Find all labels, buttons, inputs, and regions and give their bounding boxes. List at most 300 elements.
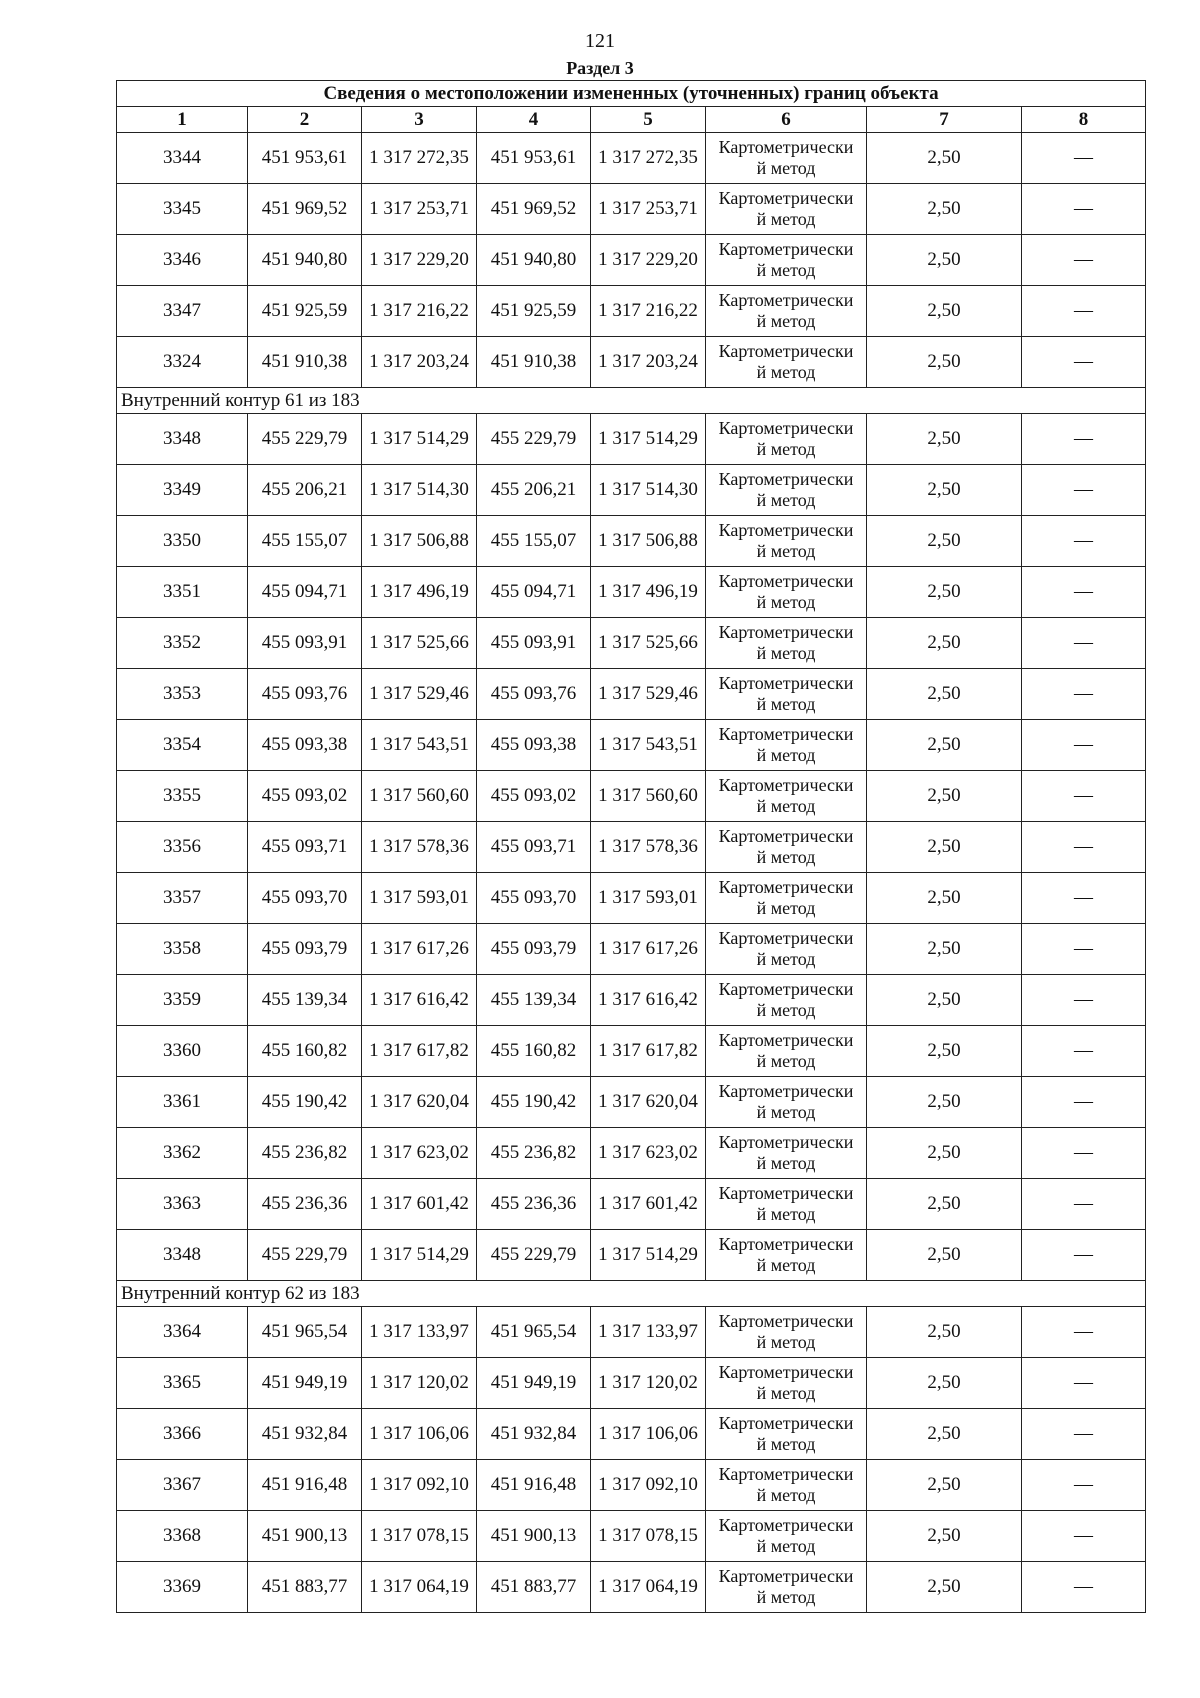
coord-x-new: 455 236,82 bbox=[477, 1128, 591, 1179]
empty-mark: — bbox=[1022, 567, 1146, 618]
coord-x-new: 451 953,61 bbox=[477, 133, 591, 184]
coord-y-old: 1 317 506,88 bbox=[362, 516, 477, 567]
method-line: й метод bbox=[756, 694, 816, 714]
point-id: 3350 bbox=[117, 516, 248, 567]
coord-y-old: 1 317 560,60 bbox=[362, 771, 477, 822]
method-line: Картометрически bbox=[718, 418, 854, 438]
coord-y-new: 1 317 623,02 bbox=[591, 1128, 706, 1179]
table-row bbox=[117, 286, 1146, 337]
empty-mark: — bbox=[1022, 133, 1146, 184]
column-number: 6 bbox=[706, 107, 867, 133]
coord-x-new: 455 160,82 bbox=[477, 1026, 591, 1077]
coord-y-old: 1 317 064,19 bbox=[362, 1562, 477, 1613]
coord-y-old: 1 317 593,01 bbox=[362, 873, 477, 924]
method-line: й метод bbox=[756, 311, 816, 331]
empty-mark: — bbox=[1022, 1409, 1146, 1460]
method-line: Картометрически bbox=[718, 1566, 854, 1586]
accuracy: 2,50 bbox=[867, 1358, 1022, 1409]
column-number: 4 bbox=[477, 107, 591, 133]
coord-x-new: 455 139,34 bbox=[477, 975, 591, 1026]
coord-y-new: 1 317 506,88 bbox=[591, 516, 706, 567]
method-line: й метод bbox=[756, 847, 816, 867]
accuracy: 2,50 bbox=[867, 924, 1022, 975]
empty-mark: — bbox=[1022, 337, 1146, 388]
column-number: 3 bbox=[362, 107, 477, 133]
coord-x-new: 455 229,79 bbox=[477, 414, 591, 465]
coord-x-old: 455 093,02 bbox=[248, 771, 362, 822]
method-line: й метод bbox=[756, 209, 816, 229]
empty-mark: — bbox=[1022, 516, 1146, 567]
coord-x-old: 455 093,38 bbox=[248, 720, 362, 771]
coord-y-new: 1 317 617,26 bbox=[591, 924, 706, 975]
coord-y-old: 1 317 578,36 bbox=[362, 822, 477, 873]
coord-x-old: 451 916,48 bbox=[248, 1460, 362, 1511]
method-line: й метод bbox=[756, 1332, 816, 1352]
coord-x-new: 455 190,42 bbox=[477, 1077, 591, 1128]
point-id: 3368 bbox=[117, 1511, 248, 1562]
accuracy: 2,50 bbox=[867, 618, 1022, 669]
coord-x-new: 451 883,77 bbox=[477, 1562, 591, 1613]
method bbox=[706, 924, 867, 975]
accuracy: 2,50 bbox=[867, 669, 1022, 720]
point-id: 3349 bbox=[117, 465, 248, 516]
column-number: 5 bbox=[591, 107, 706, 133]
method bbox=[706, 1026, 867, 1077]
coord-x-old: 451 940,80 bbox=[248, 235, 362, 286]
point-id: 3351 bbox=[117, 567, 248, 618]
point-id: 3353 bbox=[117, 669, 248, 720]
accuracy: 2,50 bbox=[867, 1230, 1022, 1281]
point-id: 3362 bbox=[117, 1128, 248, 1179]
method-line: Картометрически bbox=[718, 1234, 854, 1254]
table-row bbox=[117, 975, 1146, 1026]
method bbox=[706, 618, 867, 669]
method-line: й метод bbox=[756, 1383, 816, 1403]
method bbox=[706, 975, 867, 1026]
method bbox=[706, 235, 867, 286]
coord-x-new: 451 969,52 bbox=[477, 184, 591, 235]
empty-mark: — bbox=[1022, 924, 1146, 975]
table-row bbox=[117, 1460, 1146, 1511]
method bbox=[706, 1128, 867, 1179]
empty-mark: — bbox=[1022, 1128, 1146, 1179]
coord-y-new: 1 317 616,42 bbox=[591, 975, 706, 1026]
method-line: Картометрически bbox=[718, 724, 854, 744]
coord-y-old: 1 317 543,51 bbox=[362, 720, 477, 771]
coord-x-old: 451 965,54 bbox=[248, 1307, 362, 1358]
method bbox=[706, 1358, 867, 1409]
coord-y-old: 1 317 514,29 bbox=[362, 414, 477, 465]
coord-y-old: 1 317 529,46 bbox=[362, 669, 477, 720]
method-line: Картометрически bbox=[718, 520, 854, 540]
method-line: Картометрически bbox=[718, 1362, 854, 1382]
method bbox=[706, 873, 867, 924]
coord-y-new: 1 317 529,46 bbox=[591, 669, 706, 720]
coord-y-new: 1 317 593,01 bbox=[591, 873, 706, 924]
table-row bbox=[117, 1409, 1146, 1460]
method bbox=[706, 465, 867, 516]
method-line: Картометрически bbox=[718, 1515, 854, 1535]
point-id: 3359 bbox=[117, 975, 248, 1026]
empty-mark: — bbox=[1022, 1026, 1146, 1077]
table-row bbox=[117, 1026, 1146, 1077]
accuracy: 2,50 bbox=[867, 873, 1022, 924]
accuracy: 2,50 bbox=[867, 771, 1022, 822]
coord-x-old: 455 139,34 bbox=[248, 975, 362, 1026]
method-line: й метод bbox=[756, 1102, 816, 1122]
method bbox=[706, 1562, 867, 1613]
coord-y-new: 1 317 229,20 bbox=[591, 235, 706, 286]
table-row bbox=[117, 618, 1146, 669]
contour-label: Внутренний контур 61 из 183 bbox=[117, 388, 1146, 414]
point-id: 3354 bbox=[117, 720, 248, 771]
empty-mark: — bbox=[1022, 414, 1146, 465]
point-id: 3367 bbox=[117, 1460, 248, 1511]
accuracy: 2,50 bbox=[867, 235, 1022, 286]
column-number: 2 bbox=[248, 107, 362, 133]
point-id: 3324 bbox=[117, 337, 248, 388]
coord-x-old: 455 236,36 bbox=[248, 1179, 362, 1230]
coord-x-old: 455 190,42 bbox=[248, 1077, 362, 1128]
coord-y-new: 1 317 272,35 bbox=[591, 133, 706, 184]
contour-header-row bbox=[117, 388, 1146, 414]
method-line: й метод bbox=[756, 1536, 816, 1556]
point-id: 3361 bbox=[117, 1077, 248, 1128]
accuracy: 2,50 bbox=[867, 1077, 1022, 1128]
page-number: 121 bbox=[585, 30, 615, 52]
table-row bbox=[117, 669, 1146, 720]
method-line: Картометрически bbox=[718, 979, 854, 999]
coord-x-new: 455 093,70 bbox=[477, 873, 591, 924]
method bbox=[706, 1460, 867, 1511]
point-id: 3347 bbox=[117, 286, 248, 337]
coord-y-old: 1 317 623,02 bbox=[362, 1128, 477, 1179]
point-id: 3356 bbox=[117, 822, 248, 873]
coord-x-new: 455 236,36 bbox=[477, 1179, 591, 1230]
empty-mark: — bbox=[1022, 1179, 1146, 1230]
column-number: 8 bbox=[1022, 107, 1146, 133]
empty-mark: — bbox=[1022, 286, 1146, 337]
coord-y-old: 1 317 229,20 bbox=[362, 235, 477, 286]
empty-mark: — bbox=[1022, 669, 1146, 720]
method-line: й метод bbox=[756, 1153, 816, 1173]
point-id: 3358 bbox=[117, 924, 248, 975]
table-row bbox=[117, 235, 1146, 286]
table-row bbox=[117, 516, 1146, 567]
table-row bbox=[117, 465, 1146, 516]
coord-y-old: 1 317 525,66 bbox=[362, 618, 477, 669]
method-line: Картометрически bbox=[718, 877, 854, 897]
coord-x-old: 455 155,07 bbox=[248, 516, 362, 567]
table-row bbox=[117, 1077, 1146, 1128]
coord-x-new: 455 093,79 bbox=[477, 924, 591, 975]
coord-y-new: 1 317 133,97 bbox=[591, 1307, 706, 1358]
coord-y-old: 1 317 601,42 bbox=[362, 1179, 477, 1230]
accuracy: 2,50 bbox=[867, 1179, 1022, 1230]
point-id: 3365 bbox=[117, 1358, 248, 1409]
accuracy: 2,50 bbox=[867, 1511, 1022, 1562]
method bbox=[706, 567, 867, 618]
table-row bbox=[117, 1358, 1146, 1409]
coord-y-new: 1 317 560,60 bbox=[591, 771, 706, 822]
coord-y-new: 1 317 578,36 bbox=[591, 822, 706, 873]
coord-y-new: 1 317 253,71 bbox=[591, 184, 706, 235]
coord-x-old: 455 160,82 bbox=[248, 1026, 362, 1077]
method-line: й метод bbox=[756, 1587, 816, 1607]
table-row bbox=[117, 1307, 1146, 1358]
coord-y-new: 1 317 092,10 bbox=[591, 1460, 706, 1511]
method-line: Картометрически bbox=[718, 826, 854, 846]
point-id: 3348 bbox=[117, 414, 248, 465]
method-line: Картометрически bbox=[718, 290, 854, 310]
table-row bbox=[117, 567, 1146, 618]
point-id: 3357 bbox=[117, 873, 248, 924]
method-line: й метод bbox=[756, 1485, 816, 1505]
accuracy: 2,50 bbox=[867, 720, 1022, 771]
point-id: 3363 bbox=[117, 1179, 248, 1230]
method-line: й метод bbox=[756, 158, 816, 178]
coord-y-old: 1 317 092,10 bbox=[362, 1460, 477, 1511]
coord-y-old: 1 317 617,82 bbox=[362, 1026, 477, 1077]
coord-x-new: 455 229,79 bbox=[477, 1230, 591, 1281]
point-id: 3344 bbox=[117, 133, 248, 184]
method-line: Картометрически bbox=[718, 341, 854, 361]
accuracy: 2,50 bbox=[867, 1026, 1022, 1077]
method-line: й метод bbox=[756, 1000, 816, 1020]
coord-x-old: 455 206,21 bbox=[248, 465, 362, 516]
coord-x-old: 455 229,79 bbox=[248, 414, 362, 465]
coord-y-old: 1 317 514,30 bbox=[362, 465, 477, 516]
table-row bbox=[117, 337, 1146, 388]
coord-y-new: 1 317 514,29 bbox=[591, 414, 706, 465]
coord-x-new: 455 094,71 bbox=[477, 567, 591, 618]
method-line: Картометрически bbox=[718, 1464, 854, 1484]
table-row bbox=[117, 133, 1146, 184]
coord-y-new: 1 317 203,24 bbox=[591, 337, 706, 388]
coord-x-old: 455 094,71 bbox=[248, 567, 362, 618]
method-line: Картометрически bbox=[718, 571, 854, 591]
contour-header-row bbox=[117, 1281, 1146, 1307]
method bbox=[706, 822, 867, 873]
method bbox=[706, 1077, 867, 1128]
accuracy: 2,50 bbox=[867, 465, 1022, 516]
coord-y-new: 1 317 620,04 bbox=[591, 1077, 706, 1128]
coord-y-old: 1 317 620,04 bbox=[362, 1077, 477, 1128]
empty-mark: — bbox=[1022, 1511, 1146, 1562]
method-line: й метод bbox=[756, 490, 816, 510]
coord-y-old: 1 317 514,29 bbox=[362, 1230, 477, 1281]
method-line: Картометрически bbox=[718, 1311, 854, 1331]
method bbox=[706, 516, 867, 567]
coord-x-new: 455 093,91 bbox=[477, 618, 591, 669]
accuracy: 2,50 bbox=[867, 975, 1022, 1026]
method bbox=[706, 669, 867, 720]
empty-mark: — bbox=[1022, 720, 1146, 771]
method bbox=[706, 720, 867, 771]
coord-x-new: 455 093,02 bbox=[477, 771, 591, 822]
coord-x-old: 455 093,91 bbox=[248, 618, 362, 669]
table-caption: Сведения о местоположении измененных (уточненных) границ объекта bbox=[117, 81, 1146, 107]
coord-x-new: 451 910,38 bbox=[477, 337, 591, 388]
method-line: Картометрически bbox=[718, 1081, 854, 1101]
method bbox=[706, 337, 867, 388]
method-line: Картометрически bbox=[718, 775, 854, 795]
coord-y-old: 1 317 216,22 bbox=[362, 286, 477, 337]
accuracy: 2,50 bbox=[867, 567, 1022, 618]
accuracy: 2,50 bbox=[867, 414, 1022, 465]
coord-x-new: 451 932,84 bbox=[477, 1409, 591, 1460]
coord-x-old: 451 953,61 bbox=[248, 133, 362, 184]
coord-x-new: 451 940,80 bbox=[477, 235, 591, 286]
table-row bbox=[117, 1128, 1146, 1179]
coord-y-old: 1 317 120,02 bbox=[362, 1358, 477, 1409]
method-line: Картометрически bbox=[718, 1132, 854, 1152]
point-id: 3369 bbox=[117, 1562, 248, 1613]
section-title: Раздел 3 bbox=[566, 58, 634, 78]
empty-mark: — bbox=[1022, 1562, 1146, 1613]
empty-mark: — bbox=[1022, 618, 1146, 669]
accuracy: 2,50 bbox=[867, 822, 1022, 873]
method-line: Картометрически bbox=[718, 622, 854, 642]
coord-x-new: 451 900,13 bbox=[477, 1511, 591, 1562]
accuracy: 2,50 bbox=[867, 1307, 1022, 1358]
method bbox=[706, 1230, 867, 1281]
empty-mark: — bbox=[1022, 465, 1146, 516]
coord-y-old: 1 317 078,15 bbox=[362, 1511, 477, 1562]
coord-x-new: 455 093,71 bbox=[477, 822, 591, 873]
coord-x-old: 455 236,82 bbox=[248, 1128, 362, 1179]
coord-x-new: 451 949,19 bbox=[477, 1358, 591, 1409]
coord-x-old: 451 932,84 bbox=[248, 1409, 362, 1460]
method-line: й метод bbox=[756, 541, 816, 561]
method-line: Картометрически bbox=[718, 928, 854, 948]
method bbox=[706, 1179, 867, 1230]
method bbox=[706, 1409, 867, 1460]
coord-y-new: 1 317 106,06 bbox=[591, 1409, 706, 1460]
method-line: Картометрически bbox=[718, 673, 854, 693]
table-row bbox=[117, 1562, 1146, 1613]
coord-y-old: 1 317 272,35 bbox=[362, 133, 477, 184]
coord-y-new: 1 317 525,66 bbox=[591, 618, 706, 669]
method-line: й метод bbox=[756, 1051, 816, 1071]
table-row bbox=[117, 184, 1146, 235]
method-line: й метод bbox=[756, 362, 816, 382]
method-line: Картометрически bbox=[718, 137, 854, 157]
table-row bbox=[117, 822, 1146, 873]
table-row bbox=[117, 414, 1146, 465]
table-body bbox=[117, 133, 1146, 1613]
boundary-coordinates-table bbox=[116, 80, 1146, 1613]
empty-mark: — bbox=[1022, 1230, 1146, 1281]
method bbox=[706, 1307, 867, 1358]
method-line: й метод bbox=[756, 745, 816, 765]
method-line: й метод bbox=[756, 439, 816, 459]
method-line: й метод bbox=[756, 643, 816, 663]
coord-x-old: 451 969,52 bbox=[248, 184, 362, 235]
point-id: 3352 bbox=[117, 618, 248, 669]
coord-y-old: 1 317 203,24 bbox=[362, 337, 477, 388]
method bbox=[706, 133, 867, 184]
contour-label: Внутренний контур 62 из 183 bbox=[117, 1281, 1146, 1307]
coord-y-old: 1 317 253,71 bbox=[362, 184, 477, 235]
method-line: Картометрически bbox=[718, 469, 854, 489]
coord-x-old: 455 093,71 bbox=[248, 822, 362, 873]
coord-x-old: 455 093,76 bbox=[248, 669, 362, 720]
method-line: Картометрически bbox=[718, 1183, 854, 1203]
point-id: 3364 bbox=[117, 1307, 248, 1358]
method-line: й метод bbox=[756, 898, 816, 918]
coord-y-old: 1 317 133,97 bbox=[362, 1307, 477, 1358]
coord-x-new: 455 206,21 bbox=[477, 465, 591, 516]
coord-x-new: 451 925,59 bbox=[477, 286, 591, 337]
coord-x-old: 455 093,79 bbox=[248, 924, 362, 975]
coord-x-new: 451 965,54 bbox=[477, 1307, 591, 1358]
accuracy: 2,50 bbox=[867, 133, 1022, 184]
accuracy: 2,50 bbox=[867, 337, 1022, 388]
accuracy: 2,50 bbox=[867, 516, 1022, 567]
coord-x-old: 451 910,38 bbox=[248, 337, 362, 388]
method-line: й метод bbox=[756, 592, 816, 612]
empty-mark: — bbox=[1022, 1460, 1146, 1511]
column-number: 1 bbox=[117, 107, 248, 133]
method-line: й метод bbox=[756, 796, 816, 816]
empty-mark: — bbox=[1022, 1358, 1146, 1409]
accuracy: 2,50 bbox=[867, 1128, 1022, 1179]
coord-y-new: 1 317 543,51 bbox=[591, 720, 706, 771]
accuracy: 2,50 bbox=[867, 286, 1022, 337]
table-row bbox=[117, 924, 1146, 975]
coord-x-old: 455 093,70 bbox=[248, 873, 362, 924]
empty-mark: — bbox=[1022, 771, 1146, 822]
coord-y-new: 1 317 601,42 bbox=[591, 1179, 706, 1230]
point-id: 3366 bbox=[117, 1409, 248, 1460]
method-line: Картометрически bbox=[718, 1030, 854, 1050]
coord-x-old: 455 229,79 bbox=[248, 1230, 362, 1281]
accuracy: 2,50 bbox=[867, 1460, 1022, 1511]
column-number: 7 bbox=[867, 107, 1022, 133]
coord-y-old: 1 317 496,19 bbox=[362, 567, 477, 618]
empty-mark: — bbox=[1022, 873, 1146, 924]
table-row bbox=[117, 771, 1146, 822]
point-id: 3348 bbox=[117, 1230, 248, 1281]
method bbox=[706, 414, 867, 465]
accuracy: 2,50 bbox=[867, 1409, 1022, 1460]
coord-x-new: 455 155,07 bbox=[477, 516, 591, 567]
table-row bbox=[117, 1179, 1146, 1230]
method bbox=[706, 286, 867, 337]
method-line: й метод bbox=[756, 1204, 816, 1224]
method-line: Картометрически bbox=[718, 188, 854, 208]
empty-mark: — bbox=[1022, 1307, 1146, 1358]
method-line: й метод bbox=[756, 1255, 816, 1275]
method-line: й метод bbox=[756, 949, 816, 969]
point-id: 3355 bbox=[117, 771, 248, 822]
table-row bbox=[117, 1230, 1146, 1281]
coord-x-old: 451 900,13 bbox=[248, 1511, 362, 1562]
coord-x-old: 451 925,59 bbox=[248, 286, 362, 337]
table-row bbox=[117, 873, 1146, 924]
empty-mark: — bbox=[1022, 1077, 1146, 1128]
coord-y-new: 1 317 514,30 bbox=[591, 465, 706, 516]
coord-x-old: 451 883,77 bbox=[248, 1562, 362, 1613]
coord-y-new: 1 317 496,19 bbox=[591, 567, 706, 618]
point-id: 3360 bbox=[117, 1026, 248, 1077]
column-number-row bbox=[117, 107, 1146, 133]
table-row bbox=[117, 1511, 1146, 1562]
coord-y-old: 1 317 106,06 bbox=[362, 1409, 477, 1460]
coord-y-new: 1 317 064,19 bbox=[591, 1562, 706, 1613]
point-id: 3345 bbox=[117, 184, 248, 235]
